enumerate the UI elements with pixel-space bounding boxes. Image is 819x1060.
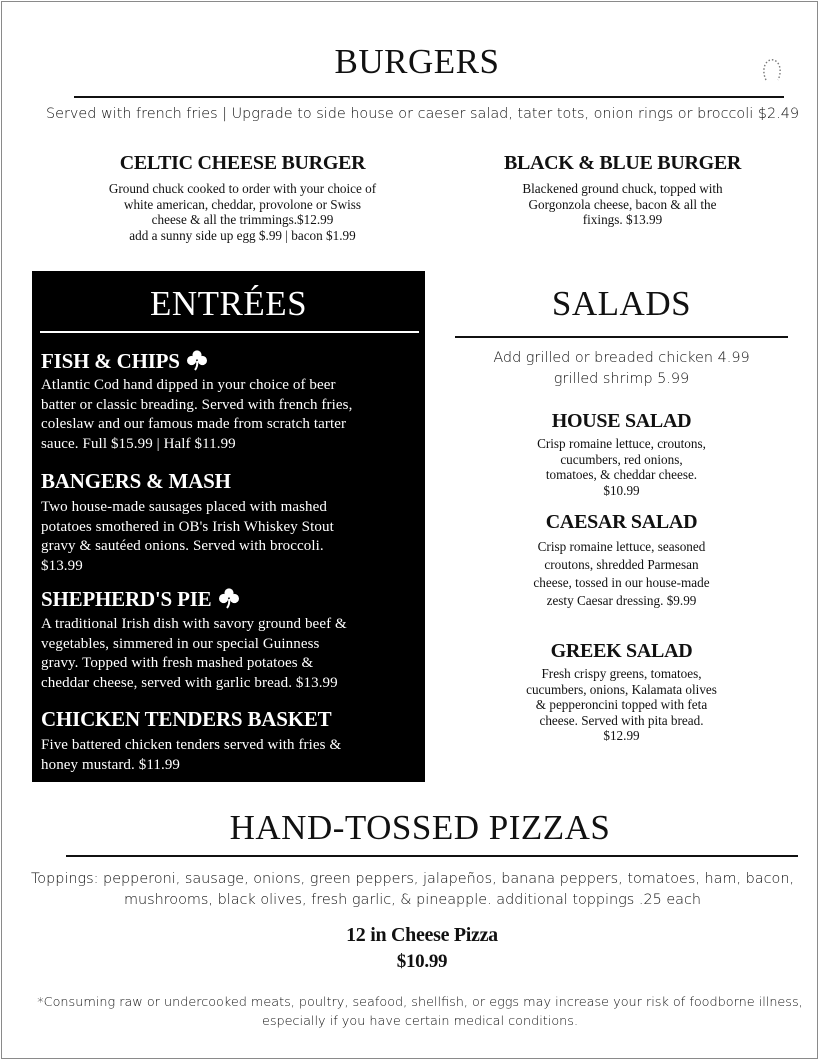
entrees-panel: [32, 271, 425, 782]
salad-item-desc: Crisp romaine lettuce, seasoned croutons, shredded Parmesan cheese, tossed in our house-made zesty Caesar dressing. $9.99: [533, 539, 710, 608]
entree-item-name: SHEPHERD'S PIE: [41, 587, 421, 612]
burgers-rule: [74, 96, 784, 98]
burger-item-desc: Blackened ground chuck, topped with Gorgonzola cheese, bacon & all the fixings. $13.99: [522, 181, 723, 227]
salad-item-desc: Fresh crispy greens, tomatoes, cucumbers, onions, Kalamata olives & pepperoncini topped with feta cheese. Served with pita bread. $12.99: [526, 666, 717, 743]
pizzas-toppings: Toppings: pepperoni, sausage, onions, green peppers, jalapeños, banana peppers, tomatoes, ham, bacon, mushrooms, black olives, fresh garlic, & pineapple. additional toppings .25 each: [30, 871, 795, 908]
entree-item-desc: Two house-made sausages placed with mashed potatoes smothered in OB's Irish Whiskey Stout gravy & sautéed onions. Served with broccoli. $13.99: [41, 499, 334, 574]
burger-item-black-blue: [440, 152, 805, 228]
pizza-item-price: $10.99: [396, 951, 448, 972]
footnote: *Consuming raw or undercooked meats, poultry, seafood, shellfish, or eggs may increase your risk of foodborne illness, especially if you have certain medical conditions.: [37, 995, 803, 1029]
entree-item-name: CHICKEN TENDERS BASKET: [41, 707, 332, 731]
salad-item-name: CAESAR SALAD: [545, 511, 698, 533]
entree-item-chicken-tenders: [41, 707, 421, 775]
burger-item-celtic: [60, 152, 425, 243]
burger-item-name: CELTIC CHEESE BURGER: [119, 152, 366, 174]
entree-item-desc: A traditional Irish dish with savory ground beef & vegetables, simmered in our special Guinness gravy. Topped with fresh mashed potatoes & cheddar cheese, served with garlic bread. $13.99: [41, 616, 347, 691]
entree-item-desc: Atlantic Cod hand dipped in your choice of beer batter or classic breading. Served with french fries, coleslaw and our famous made from scratch tarter sauce. Full $15.99 | Half $11.99: [41, 377, 353, 452]
salad-item-name: GREEK SALAD: [550, 640, 693, 662]
entree-item-bangers-mash: [41, 469, 421, 576]
salad-item-greek: [450, 640, 793, 744]
salad-item-desc: Crisp romaine lettuce, croutons, cucumbers, red onions, tomatoes, & cheddar cheese. $10.99: [537, 436, 706, 498]
entree-item-name: BANGERS & MASH: [41, 469, 231, 493]
salads-addons: Add grilled or breaded chicken 4.99 grilled shrimp 5.99: [493, 350, 750, 387]
burger-item-desc: Ground chuck cooked to order with your choice of white american, cheddar, provolone or Swiss cheese & all the trimmings.$12.99 add a sunny side up egg $.99 | bacon $1.99: [108, 181, 377, 243]
pizza-item-name: 12 in Cheese Pizza: [346, 924, 498, 946]
salads-rule: [455, 336, 788, 338]
entrees-title: ENTRÉES: [149, 284, 308, 323]
entree-item-shepherds-pie: [41, 587, 421, 693]
entree-item-name: FISH & CHIPS: [41, 349, 421, 374]
salad-item-caesar: [450, 511, 793, 610]
burgers-subtitle: Served with french fries | Upgrade to side house or caeser salad, tater tots, onion rings or broccoli $2.49: [45, 106, 800, 122]
entrees-rule: [40, 331, 419, 333]
shamrock-icon: [186, 349, 208, 371]
salad-item-house: [450, 410, 793, 498]
pizzas-title: HAND-TOSSED PIZZAS: [229, 808, 611, 847]
pizzas-rule: [66, 855, 798, 857]
shamrock-icon: [218, 587, 240, 609]
salad-item-name: HOUSE SALAD: [551, 410, 692, 432]
burgers-title: BURGERS: [334, 42, 500, 81]
burger-item-name: BLACK & BLUE BURGER: [503, 152, 742, 174]
entree-item-fish-chips: [41, 349, 421, 454]
entree-item-desc: Five battered chicken tenders served with fries & honey mustard. $11.99: [41, 737, 342, 773]
salads-title: SALADS: [551, 284, 692, 323]
horseshoe-icon: [761, 58, 783, 84]
